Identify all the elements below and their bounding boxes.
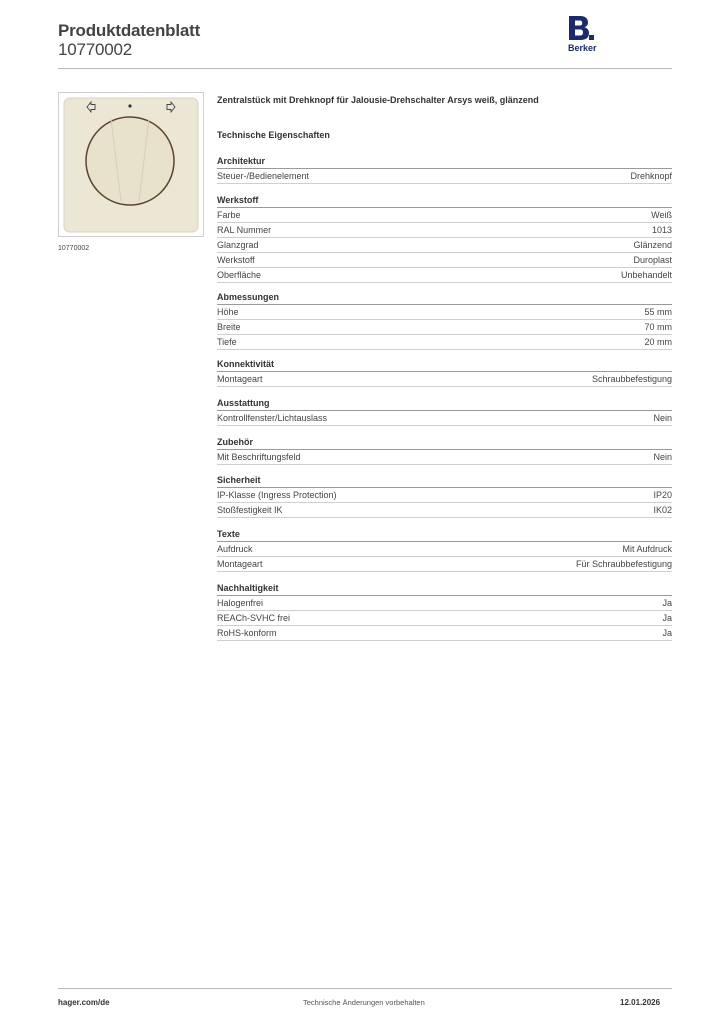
property-key: IP-Klasse (Ingress Protection) — [217, 490, 337, 500]
property-key: RAL Nummer — [217, 225, 272, 235]
property-value: Drehknopf — [630, 171, 672, 181]
property-value: Ja — [662, 598, 672, 608]
group-title: Texte — [217, 528, 672, 542]
property-value: Duroplast — [633, 255, 672, 265]
group-title: Ausstattung — [217, 397, 672, 411]
property-key: Kontrollfenster/Lichtauslass — [217, 413, 328, 423]
property-row — [217, 626, 672, 641]
property-value: IP20 — [653, 490, 672, 500]
property-key: REACh-SVHC frei — [217, 613, 291, 623]
property-key: Montageart — [217, 559, 263, 569]
product-image — [58, 92, 204, 237]
property-key: Stoßfestigkeit IK — [217, 505, 283, 515]
document-title: Produktdatenblatt — [58, 21, 201, 40]
property-value: 1013 — [651, 225, 672, 235]
property-row — [217, 450, 672, 465]
property-key: Mit Beschriftungsfeld — [217, 452, 301, 462]
logo-text: Berker — [568, 43, 597, 53]
property-key: Halogenfrei — [217, 598, 264, 608]
property-key: Werkstoff — [217, 255, 255, 265]
header-divider — [58, 68, 672, 69]
group-ausstattung — [217, 397, 672, 426]
group-abmessungen — [217, 291, 672, 350]
group-zubehoer — [217, 436, 672, 465]
property-value: Weiß — [651, 210, 672, 220]
property-value: Glänzend — [633, 240, 672, 250]
property-row — [217, 223, 672, 238]
property-row — [217, 238, 672, 253]
property-value: Für Schraubbefestigung — [575, 559, 672, 569]
footer-website-link[interactable]: hager.com/de — [58, 998, 110, 1007]
section-heading: Technische Eigenschaften — [217, 130, 330, 140]
property-key: Aufdruck — [217, 544, 253, 554]
property-row — [217, 503, 672, 518]
group-title: Werkstoff — [217, 194, 672, 208]
property-row — [217, 253, 672, 268]
group-werkstoff — [217, 194, 672, 283]
property-key: Höhe — [217, 307, 239, 317]
property-key: RoHS-konform — [217, 628, 277, 638]
group-architektur — [217, 155, 672, 184]
property-row — [217, 169, 672, 184]
property-value: 70 mm — [644, 322, 672, 332]
property-row — [217, 542, 672, 557]
property-key: Breite — [217, 322, 241, 332]
product-title: Zentralstück mit Drehknopf für Jalousie-Drehschalter Arsys weiß, glänzend — [217, 95, 539, 105]
group-konnektivitaet — [217, 358, 672, 387]
property-value: Nein — [653, 452, 672, 462]
property-row — [217, 335, 672, 350]
property-row — [217, 208, 672, 223]
property-value: 20 mm — [644, 337, 672, 347]
group-title: Sicherheit — [217, 474, 672, 488]
property-value: Mit Aufdruck — [622, 544, 672, 554]
property-row — [217, 320, 672, 335]
group-title: Konnektivität — [217, 358, 672, 372]
property-row — [217, 372, 672, 387]
property-value: Ja — [662, 628, 672, 638]
property-value: Unbehandelt — [620, 270, 672, 280]
property-key: Steuer-/Bedienelement — [217, 171, 310, 181]
property-key: Tiefe — [217, 337, 237, 347]
group-title: Architektur — [217, 155, 672, 169]
property-value: 55 mm — [644, 307, 672, 317]
article-number: 10770002 — [58, 40, 133, 59]
property-row — [217, 305, 672, 320]
property-row — [217, 411, 672, 426]
property-row — [217, 268, 672, 283]
property-value: Nein — [653, 413, 672, 423]
property-row — [217, 488, 672, 503]
group-texte — [217, 528, 672, 572]
footer-disclaimer: Technische Änderungen vorbehalten — [303, 998, 425, 1007]
image-caption: 10770002 — [58, 245, 90, 252]
group-title: Nachhaltigkeit — [217, 582, 672, 596]
berker-logo — [568, 16, 608, 56]
property-key: Farbe — [217, 210, 241, 220]
product-photo — [59, 93, 203, 236]
footer-date: 12.01.2026 — [620, 998, 661, 1007]
property-value: Schraubbefestigung — [591, 374, 672, 384]
property-key: Oberfläche — [217, 270, 262, 280]
property-key: Montageart — [217, 374, 263, 384]
group-sicherheit — [217, 474, 672, 518]
group-nachhaltigkeit — [217, 582, 672, 641]
property-key: Glanzgrad — [217, 240, 259, 250]
property-value: Ja — [662, 613, 672, 623]
berker-b-icon — [568, 16, 594, 42]
property-row — [217, 557, 672, 572]
footer-divider — [58, 988, 672, 989]
property-value: IK02 — [653, 505, 672, 515]
group-title: Zubehör — [217, 436, 672, 450]
property-row — [217, 596, 672, 611]
property-row — [217, 611, 672, 626]
group-title: Abmessungen — [217, 291, 672, 305]
